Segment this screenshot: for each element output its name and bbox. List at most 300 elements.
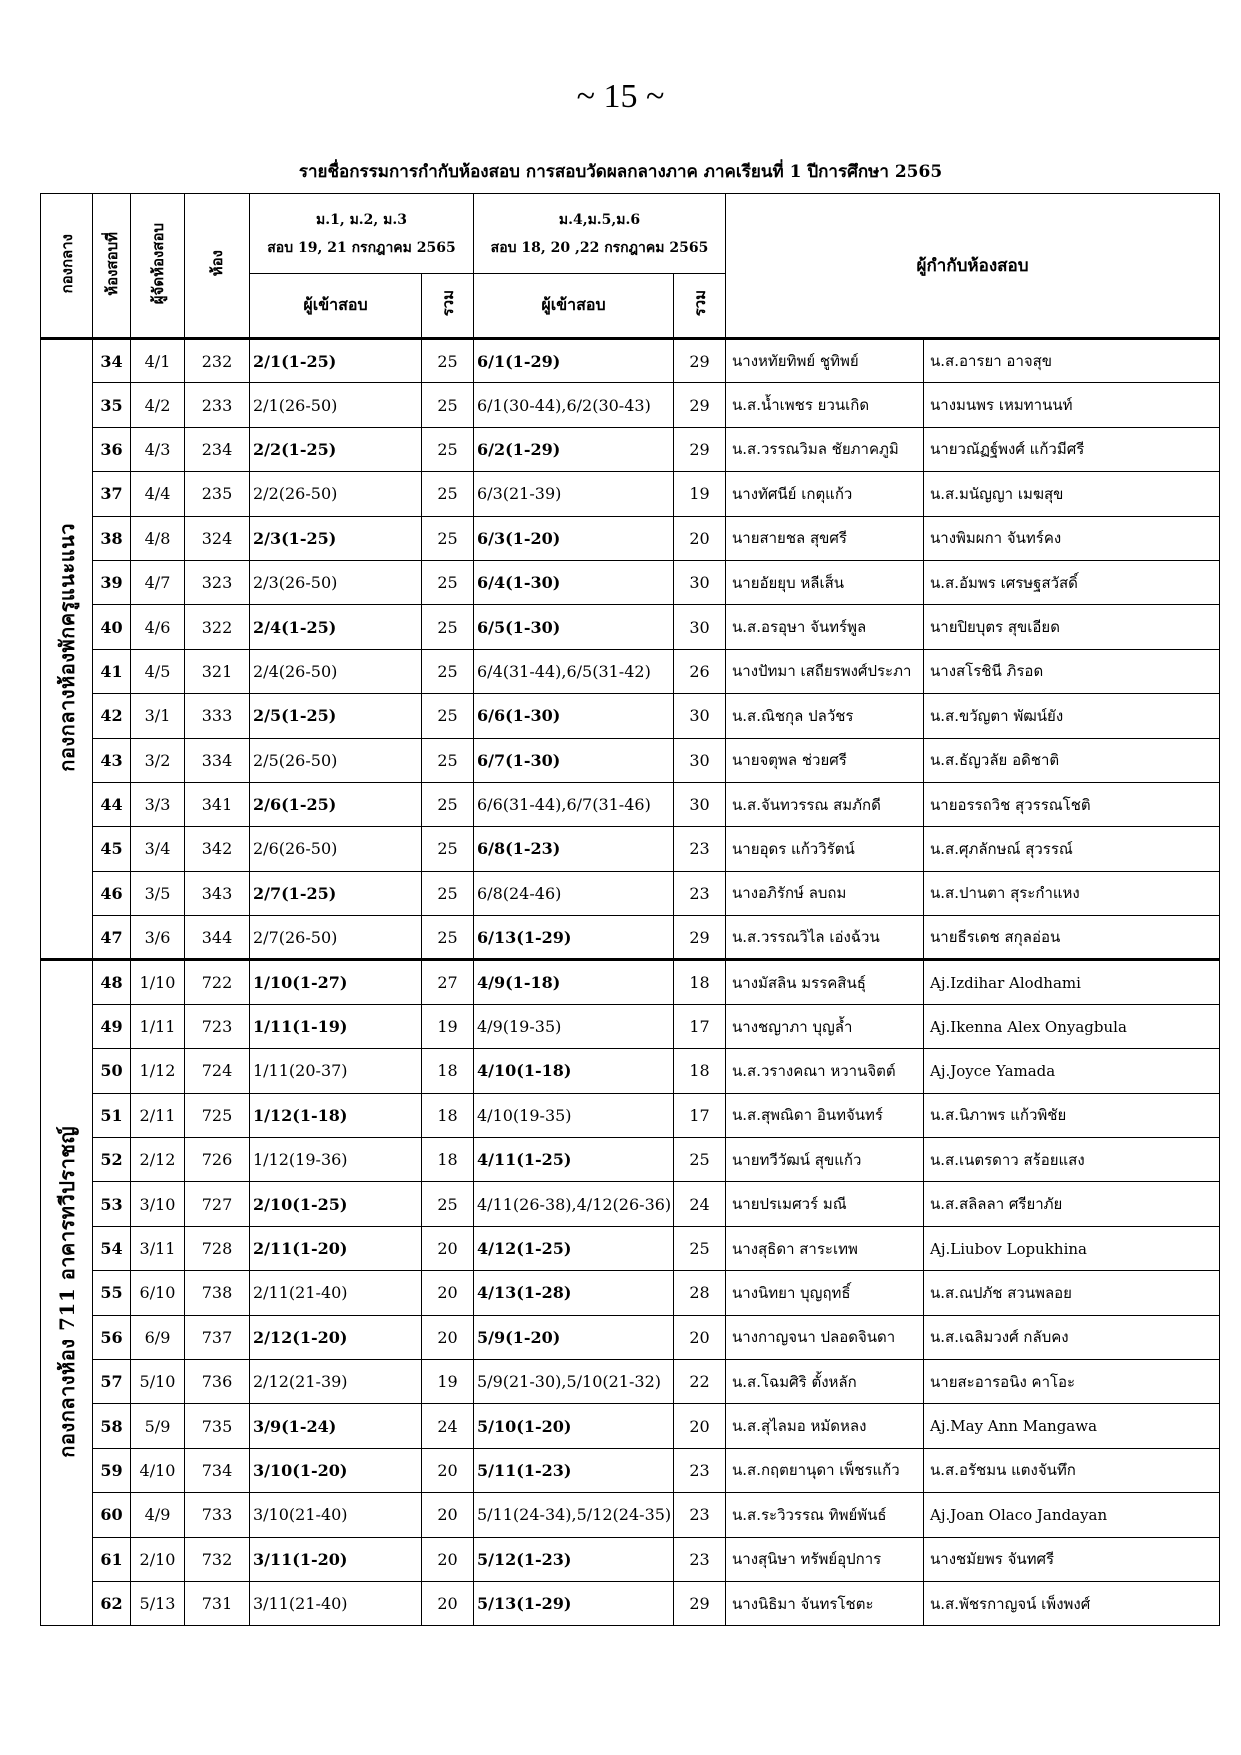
- lower-examinee-cell: 2/2(1-25): [250, 427, 422, 471]
- proctor-2-cell: นางชมัยพร จันทศรี: [924, 1537, 1220, 1581]
- seating-cell: 4/6: [131, 605, 185, 649]
- seating-cell: 2/10: [131, 1537, 185, 1581]
- lower-total-cell: 25: [422, 916, 474, 960]
- proctor-1-cell: นายปรเมศวร์ มณี: [726, 1182, 924, 1226]
- lower-total-cell: 25: [422, 871, 474, 915]
- proctor-1-cell: นางทัศนีย์ เกตุแก้ว: [726, 472, 924, 516]
- room-no-cell: 37: [93, 472, 131, 516]
- upper-examinee-cell: 6/7(1-30): [474, 738, 674, 782]
- lower-examinee-cell: 2/4(1-25): [250, 605, 422, 649]
- table-row: [41, 1315, 1220, 1359]
- room-no-cell: 54: [93, 1226, 131, 1270]
- lower-total-cell: 20: [422, 1581, 474, 1625]
- lower-examinee-cell: 3/11(1-20): [250, 1537, 422, 1581]
- room-cell: 343: [185, 871, 250, 915]
- upper-examinee-cell: 4/10(19-35): [474, 1093, 674, 1137]
- room-cell: 342: [185, 827, 250, 871]
- proctor-1-cell: น.ส.วรรณวิไล เอ่งฉ้วน: [726, 916, 924, 960]
- proctor-1-cell: น.ส.ระวิวรรณ ทิพย์พันธ์: [726, 1493, 924, 1537]
- lower-examinee-cell: 2/4(26-50): [250, 649, 422, 693]
- room-no-cell: 34: [93, 339, 131, 383]
- upper-total-cell: 23: [674, 1448, 726, 1492]
- seating-cell: 3/2: [131, 738, 185, 782]
- proctor-1-cell: นางปัทมา เสถียรพงศ์ประภา: [726, 649, 924, 693]
- seating-cell: 4/1: [131, 339, 185, 383]
- upper-examinee-cell: 6/6(1-30): [474, 694, 674, 738]
- header-upper-levels: [474, 194, 726, 274]
- lower-examinee-cell: 3/10(1-20): [250, 1448, 422, 1492]
- room-cell: 321: [185, 649, 250, 693]
- room-cell: 722: [185, 960, 250, 1004]
- proctor-1-cell: นางนิธิมา จันทรโชตะ: [726, 1581, 924, 1625]
- proctor-1-cell: นางหทัยทิพย์ ชูทิพย์: [726, 339, 924, 383]
- lower-total-cell: 25: [422, 427, 474, 471]
- room-no-cell: 52: [93, 1138, 131, 1182]
- proctor-1-cell: น.ส.ณิชกุล ปลวัชร: [726, 694, 924, 738]
- upper-total-cell: 30: [674, 738, 726, 782]
- upper-examinee-cell: 5/11(24-34),5/12(24-35): [474, 1493, 674, 1537]
- lower-total-cell: 25: [422, 383, 474, 427]
- seating-cell: 5/10: [131, 1359, 185, 1403]
- table-row: [41, 560, 1220, 604]
- proctor-1-cell: นางสุนิษา ทรัพย์อุปการ: [726, 1537, 924, 1581]
- room-no-cell: 59: [93, 1448, 131, 1492]
- room-cell: 726: [185, 1138, 250, 1182]
- proctor-1-cell: นางกาญจนา ปลอดจินดา: [726, 1315, 924, 1359]
- lower-total-cell: 25: [422, 1182, 474, 1226]
- table-row: [41, 339, 1220, 383]
- room-no-cell: 51: [93, 1093, 131, 1137]
- proctor-2-cell: นางมนพร เหมทานนท์: [924, 383, 1220, 427]
- proctor-2-cell: นายสะอารอนิง คาโอะ: [924, 1359, 1220, 1403]
- room-cell: 733: [185, 1493, 250, 1537]
- room-cell: 334: [185, 738, 250, 782]
- proctor-2-cell: นายธีรเดช สกุลอ่อน: [924, 916, 1220, 960]
- proctor-2-cell: นายปิยบุตร สุขเอียด: [924, 605, 1220, 649]
- lower-examinee-cell: 2/2(26-50): [250, 472, 422, 516]
- seating-cell: 3/5: [131, 871, 185, 915]
- room-no-cell: 47: [93, 916, 131, 960]
- lower-examinee-cell: 1/11(20-37): [250, 1049, 422, 1093]
- room-cell: 725: [185, 1093, 250, 1137]
- table-row: [41, 605, 1220, 649]
- upper-total-cell: 29: [674, 339, 726, 383]
- table-row: [41, 1049, 1220, 1093]
- upper-examinee-cell: 6/8(1-23): [474, 827, 674, 871]
- proctor-2-cell: นางสโรชินี ภิรอด: [924, 649, 1220, 693]
- upper-total-cell: 22: [674, 1359, 726, 1403]
- upper-total-cell: 23: [674, 1493, 726, 1537]
- seating-cell: 4/10: [131, 1448, 185, 1492]
- room-cell: 322: [185, 605, 250, 649]
- table-row: [41, 1093, 1220, 1137]
- proctor-2-cell: น.ส.อรัชมน แตงจันทึก: [924, 1448, 1220, 1492]
- lower-examinee-cell: 2/5(1-25): [250, 694, 422, 738]
- proctor-2-cell: น.ส.สลิลลา ศรียาภัย: [924, 1182, 1220, 1226]
- upper-total-cell: 17: [674, 1093, 726, 1137]
- room-no-cell: 49: [93, 1004, 131, 1048]
- proctor-2-cell: นายอรรถวิช สุวรรณโชติ: [924, 782, 1220, 826]
- seating-cell: 5/9: [131, 1404, 185, 1448]
- room-no-cell: 58: [93, 1404, 131, 1448]
- table-body: [41, 339, 1220, 1626]
- seating-cell: 1/11: [131, 1004, 185, 1048]
- seating-cell: 5/13: [131, 1581, 185, 1625]
- upper-total-cell: 23: [674, 1537, 726, 1581]
- seating-cell: 2/12: [131, 1138, 185, 1182]
- lower-total-cell: 25: [422, 605, 474, 649]
- header-group: กองกลาง: [41, 194, 93, 339]
- lower-total-cell: 20: [422, 1537, 474, 1581]
- upper-examinee-cell: 6/5(1-30): [474, 605, 674, 649]
- header-seating: ผู้จัดห้องสอบ: [131, 194, 185, 339]
- lower-examinee-cell: 2/7(26-50): [250, 916, 422, 960]
- lower-total-cell: 18: [422, 1138, 474, 1182]
- proctor-2-cell: น.ส.เนตรดาว สร้อยแสง: [924, 1138, 1220, 1182]
- lower-examinee-cell: 2/5(26-50): [250, 738, 422, 782]
- room-cell: 735: [185, 1404, 250, 1448]
- lower-total-cell: 19: [422, 1004, 474, 1048]
- proctor-2-cell: Aj.Joyce Yamada: [924, 1049, 1220, 1093]
- upper-total-cell: 29: [674, 427, 726, 471]
- proctor-1-cell: นายจตุพล ช่วยศรี: [726, 738, 924, 782]
- document-title: รายชื่อกรรมการกำกับห้องสอบ การสอบวัดผลกลางภาค ภาคเรียนที่ 1 ปีการศึกษา 2565: [298, 162, 943, 182]
- seating-cell: 3/10: [131, 1182, 185, 1226]
- lower-total-cell: 20: [422, 1226, 474, 1270]
- group-label-cell: [41, 339, 93, 960]
- room-cell: 324: [185, 516, 250, 560]
- lower-examinee-cell: 2/11(1-20): [250, 1226, 422, 1270]
- room-cell: 728: [185, 1226, 250, 1270]
- proctor-2-cell: นายวณัฏฐ์พงศ์ แก้วมีศรี: [924, 427, 1220, 471]
- room-cell: 734: [185, 1448, 250, 1492]
- upper-total-cell: 18: [674, 960, 726, 1004]
- room-cell: 736: [185, 1359, 250, 1403]
- upper-total-cell: 30: [674, 782, 726, 826]
- room-no-cell: 56: [93, 1315, 131, 1359]
- lower-total-cell: 20: [422, 1271, 474, 1315]
- room-cell: 737: [185, 1315, 250, 1359]
- seating-cell: 3/6: [131, 916, 185, 960]
- proctor-2-cell: Aj.Liubov Lopukhina: [924, 1226, 1220, 1270]
- table-header: [41, 194, 1220, 339]
- proctor-1-cell: น.ส.วรรณวิมล ชัยภาคภูมิ: [726, 427, 924, 471]
- lower-total-cell: 25: [422, 649, 474, 693]
- seating-cell: 6/10: [131, 1271, 185, 1315]
- proctor-1-cell: น.ส.จันทวรรณ สมภักดี: [726, 782, 924, 826]
- upper-total-cell: 20: [674, 1404, 726, 1448]
- table-row: [41, 1359, 1220, 1403]
- room-no-cell: 39: [93, 560, 131, 604]
- upper-total-cell: 26: [674, 649, 726, 693]
- room-cell: 323: [185, 560, 250, 604]
- proctor-2-cell: น.ส.ธัญวลัย อดิชาติ: [924, 738, 1220, 782]
- proctor-2-cell: น.ส.อัมพร เศรษฐสวัสดิ์: [924, 560, 1220, 604]
- upper-examinee-cell: 5/10(1-20): [474, 1404, 674, 1448]
- room-cell: 738: [185, 1271, 250, 1315]
- upper-total-cell: 30: [674, 560, 726, 604]
- lower-examinee-cell: 1/10(1-27): [250, 960, 422, 1004]
- upper-examinee-cell: 6/8(24-46): [474, 871, 674, 915]
- room-no-cell: 57: [93, 1359, 131, 1403]
- group-label-cell: [41, 960, 93, 1626]
- lower-total-cell: 25: [422, 738, 474, 782]
- proctor-1-cell: น.ส.โฉมศิริ ตั้งหลัก: [726, 1359, 924, 1403]
- upper-examinee-cell: 6/4(1-30): [474, 560, 674, 604]
- proctor-2-cell: น.ส.ศุภลักษณ์ สุวรรณ์: [924, 827, 1220, 871]
- seating-cell: 3/4: [131, 827, 185, 871]
- upper-total-cell: 30: [674, 694, 726, 738]
- lower-total-cell: 25: [422, 827, 474, 871]
- lower-examinee-cell: 3/11(21-40): [250, 1581, 422, 1625]
- table-row: [41, 1493, 1220, 1537]
- header-proctors: ผู้กำกับห้องสอบ: [726, 194, 1220, 339]
- upper-total-cell: 23: [674, 827, 726, 871]
- page-number: ~ 15 ~: [576, 78, 665, 115]
- upper-examinee-cell: 4/9(1-18): [474, 960, 674, 1004]
- group-label: กองกลางห้องพักครูแนะแนว: [54, 522, 79, 772]
- upper-examinee-cell: 5/9(1-20): [474, 1315, 674, 1359]
- upper-total-cell: 28: [674, 1271, 726, 1315]
- lower-total-cell: 24: [422, 1404, 474, 1448]
- seating-cell: 1/10: [131, 960, 185, 1004]
- upper-total-cell: 19: [674, 472, 726, 516]
- table-row: [41, 960, 1220, 1004]
- table-row: [41, 1271, 1220, 1315]
- seating-cell: 6/9: [131, 1315, 185, 1359]
- proctor-2-cell: Aj.Joan Olaco Jandayan: [924, 1493, 1220, 1537]
- upper-total-cell: 18: [674, 1049, 726, 1093]
- lower-total-cell: 27: [422, 960, 474, 1004]
- proctor-1-cell: น.ส.สุไลมอ หมัดหลง: [726, 1404, 924, 1448]
- upper-examinee-cell: 4/11(1-25): [474, 1138, 674, 1182]
- proctor-1-cell: นายสายชล สุขศรี: [726, 516, 924, 560]
- proctor-2-cell: น.ส.ขวัญตา พัฒน์ยัง: [924, 694, 1220, 738]
- room-no-cell: 50: [93, 1049, 131, 1093]
- table-row: [41, 1004, 1220, 1048]
- room-cell: 235: [185, 472, 250, 516]
- room-no-cell: 36: [93, 427, 131, 471]
- lower-examinee-cell: 2/12(21-39): [250, 1359, 422, 1403]
- room-no-cell: 42: [93, 694, 131, 738]
- lower-total-cell: 25: [422, 782, 474, 826]
- table-row: [41, 916, 1220, 960]
- proctor-1-cell: น.ส.สุพณิดา อินทจันทร์: [726, 1093, 924, 1137]
- header-lower-total: รวม: [422, 274, 474, 339]
- proctor-1-cell: น.ส.อรอุษา จันทร์พูล: [726, 605, 924, 649]
- upper-total-cell: 17: [674, 1004, 726, 1048]
- seating-cell: 3/11: [131, 1226, 185, 1270]
- table-row: [41, 871, 1220, 915]
- proctor-2-cell: น.ส.ปานตา สุระกำแหง: [924, 871, 1220, 915]
- proctor-2-cell: Aj.Izdihar Alodhami: [924, 960, 1220, 1004]
- room-cell: 731: [185, 1581, 250, 1625]
- seating-cell: 4/2: [131, 383, 185, 427]
- lower-examinee-cell: 2/7(1-25): [250, 871, 422, 915]
- proctor-1-cell: นายทวีวัฒน์ สุขแก้ว: [726, 1138, 924, 1182]
- table-row: [41, 427, 1220, 471]
- upper-examinee-cell: 5/11(1-23): [474, 1448, 674, 1492]
- upper-total-cell: 24: [674, 1182, 726, 1226]
- table-row: [41, 1404, 1220, 1448]
- lower-total-cell: 18: [422, 1049, 474, 1093]
- header-upper-total: รวม: [674, 274, 726, 339]
- lower-examinee-cell: 2/11(21-40): [250, 1271, 422, 1315]
- proctor-1-cell: นายอุดร แก้ววิรัตน์: [726, 827, 924, 871]
- lower-examinee-cell: 2/6(26-50): [250, 827, 422, 871]
- seating-cell: 4/5: [131, 649, 185, 693]
- room-no-cell: 60: [93, 1493, 131, 1537]
- table-row: [41, 516, 1220, 560]
- upper-examinee-cell: 6/13(1-29): [474, 916, 674, 960]
- lower-total-cell: 20: [422, 1448, 474, 1492]
- upper-total-cell: 20: [674, 1315, 726, 1359]
- upper-examinee-cell: 6/6(31-44),6/7(31-46): [474, 782, 674, 826]
- upper-total-cell: 25: [674, 1138, 726, 1182]
- upper-examinee-cell: 6/3(1-20): [474, 516, 674, 560]
- lower-total-cell: 25: [422, 694, 474, 738]
- room-cell: 333: [185, 694, 250, 738]
- seating-cell: 1/12: [131, 1049, 185, 1093]
- lower-examinee-cell: 2/1(1-25): [250, 339, 422, 383]
- upper-date-label: สอบ 18, 20 ,22 กรกฎาคม 2565: [490, 239, 709, 256]
- upper-examinee-cell: 6/1(30-44),6/2(30-43): [474, 383, 674, 427]
- lower-examinee-cell: 3/10(21-40): [250, 1493, 422, 1537]
- group-label: กองกลางห้อง 711 อาคารทวีปราชญ์: [54, 1125, 79, 1458]
- lower-total-cell: 19: [422, 1359, 474, 1403]
- room-no-cell: 43: [93, 738, 131, 782]
- upper-examinee-cell: 6/2(1-29): [474, 427, 674, 471]
- room-no-cell: 53: [93, 1182, 131, 1226]
- seating-cell: 3/3: [131, 782, 185, 826]
- room-no-cell: 38: [93, 516, 131, 560]
- lower-total-cell: 25: [422, 339, 474, 383]
- upper-examinee-cell: 5/9(21-30),5/10(21-32): [474, 1359, 674, 1403]
- lower-total-cell: 25: [422, 516, 474, 560]
- table-row: [41, 472, 1220, 516]
- proctor-1-cell: น.ส.น้ำเพชร ยวนเกิด: [726, 383, 924, 427]
- proctor-2-cell: Aj.May Ann Mangawa: [924, 1404, 1220, 1448]
- room-cell: 234: [185, 427, 250, 471]
- header-room-no: ห้องสอบที่: [93, 194, 131, 339]
- lower-examinee-cell: 1/12(19-36): [250, 1138, 422, 1182]
- lower-total-cell: 25: [422, 472, 474, 516]
- upper-levels-label: ม.4,ม.5,ม.6: [558, 211, 641, 228]
- seating-cell: 3/1: [131, 694, 185, 738]
- lower-examinee-cell: 2/3(1-25): [250, 516, 422, 560]
- lower-examinee-cell: 2/6(1-25): [250, 782, 422, 826]
- proctor-2-cell: น.ส.มนัญญา เมฆสุข: [924, 472, 1220, 516]
- seating-cell: 4/4: [131, 472, 185, 516]
- lower-examinee-cell: 1/11(1-19): [250, 1004, 422, 1048]
- proctor-1-cell: นางมัสลิน มรรคสินธุ์: [726, 960, 924, 1004]
- room-cell: 727: [185, 1182, 250, 1226]
- header-lower-levels: [250, 194, 474, 274]
- room-no-cell: 35: [93, 383, 131, 427]
- room-no-cell: 45: [93, 827, 131, 871]
- proctor-2-cell: น.ส.พัชรกาญจน์ เพ็งพงศ์: [924, 1581, 1220, 1625]
- proctor-2-cell: น.ส.เฉลิมวงศ์ กลับคง: [924, 1315, 1220, 1359]
- proctor-2-cell: น.ส.อารยา อาจสุข: [924, 339, 1220, 383]
- table-row: [41, 1537, 1220, 1581]
- room-cell: 732: [185, 1537, 250, 1581]
- proctor-1-cell: นางสุธิดา สาระเทพ: [726, 1226, 924, 1270]
- room-no-cell: 61: [93, 1537, 131, 1581]
- upper-examinee-cell: 6/3(21-39): [474, 472, 674, 516]
- proctor-2-cell: นางพิมผกา จันทร์คง: [924, 516, 1220, 560]
- table-row: [41, 1138, 1220, 1182]
- table-row: [41, 1226, 1220, 1270]
- header-upper-examinee: ผู้เข้าสอบ: [474, 274, 674, 339]
- table-row: [41, 1182, 1220, 1226]
- lower-levels-label: ม.1, ม.2, ม.3: [315, 211, 408, 228]
- lower-total-cell: 25: [422, 560, 474, 604]
- room-no-cell: 41: [93, 649, 131, 693]
- seating-cell: 4/7: [131, 560, 185, 604]
- lower-examinee-cell: 2/1(26-50): [250, 383, 422, 427]
- proctor-1-cell: นางชญาภา บุญล้ำ: [726, 1004, 924, 1048]
- table-row: [41, 782, 1220, 826]
- proctor-1-cell: นายอัยยุบ หลีเส็น: [726, 560, 924, 604]
- table-row: [41, 649, 1220, 693]
- lower-date-label: สอบ 19, 21 กรกฎาคม 2565: [267, 239, 456, 256]
- proctor-1-cell: นางอภิรักษ์ ลบถม: [726, 871, 924, 915]
- room-no-cell: 40: [93, 605, 131, 649]
- table-row: [41, 1448, 1220, 1492]
- lower-examinee-cell: 2/10(1-25): [250, 1182, 422, 1226]
- room-cell: 232: [185, 339, 250, 383]
- upper-examinee-cell: 4/13(1-28): [474, 1271, 674, 1315]
- proctor-1-cell: น.ส.วรางคณา หวานจิตต์: [726, 1049, 924, 1093]
- room-cell: 233: [185, 383, 250, 427]
- proctor-1-cell: นางนิทยา บุญฤทธิ์: [726, 1271, 924, 1315]
- upper-total-cell: 25: [674, 1226, 726, 1270]
- seating-cell: 4/9: [131, 1493, 185, 1537]
- room-cell: 724: [185, 1049, 250, 1093]
- room-cell: 723: [185, 1004, 250, 1048]
- table-row: [41, 738, 1220, 782]
- room-cell: 341: [185, 782, 250, 826]
- table-row: [41, 1581, 1220, 1625]
- upper-total-cell: 29: [674, 383, 726, 427]
- lower-examinee-cell: 3/9(1-24): [250, 1404, 422, 1448]
- lower-examinee-cell: 1/12(1-18): [250, 1093, 422, 1137]
- header-lower-examinee: ผู้เข้าสอบ: [250, 274, 422, 339]
- upper-total-cell: 23: [674, 871, 726, 915]
- room-no-cell: 55: [93, 1271, 131, 1315]
- lower-total-cell: 18: [422, 1093, 474, 1137]
- upper-examinee-cell: 5/13(1-29): [474, 1581, 674, 1625]
- lower-total-cell: 20: [422, 1493, 474, 1537]
- upper-examinee-cell: 4/10(1-18): [474, 1049, 674, 1093]
- lower-examinee-cell: 2/12(1-20): [250, 1315, 422, 1359]
- upper-total-cell: 30: [674, 605, 726, 649]
- upper-total-cell: 29: [674, 916, 726, 960]
- upper-examinee-cell: 5/12(1-23): [474, 1537, 674, 1581]
- upper-examinee-cell: 4/9(19-35): [474, 1004, 674, 1048]
- upper-examinee-cell: 6/4(31-44),6/5(31-42): [474, 649, 674, 693]
- table-row: [41, 827, 1220, 871]
- upper-examinee-cell: 4/12(1-25): [474, 1226, 674, 1270]
- upper-examinee-cell: 6/1(1-29): [474, 339, 674, 383]
- room-cell: 344: [185, 916, 250, 960]
- header-room: ห้อง: [185, 194, 250, 339]
- proctor-1-cell: น.ส.กฤตยานุดา เพ็ชรแก้ว: [726, 1448, 924, 1492]
- seating-cell: 4/3: [131, 427, 185, 471]
- proctor-table: [40, 193, 1220, 1626]
- room-no-cell: 62: [93, 1581, 131, 1625]
- seating-cell: 4/8: [131, 516, 185, 560]
